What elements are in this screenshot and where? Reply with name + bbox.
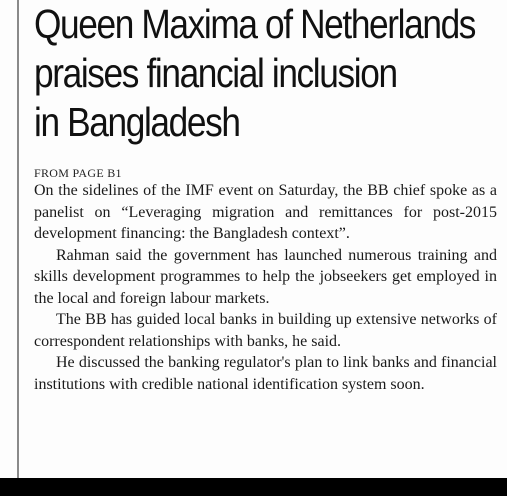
column-divider: [17, 0, 19, 478]
article: [34, 0, 497, 393]
headline-line-3: in Bangladesh: [34, 99, 240, 145]
paragraph-3: The BB has guided local banks in building up extensive networks of correspondent relationships with banks, he said.: [34, 311, 497, 350]
headline-line-2: praises financial inclusion: [34, 50, 397, 96]
continued-from-label: FROM PAGE B1: [34, 166, 122, 180]
article-body: [34, 180, 497, 395]
paragraph-4: He discussed the banking regulator's plan to link banks and financial institutions with credible national identification system soon.: [34, 354, 497, 393]
paragraph-2: Rahman said the government has launched numerous training and skills development programmes to help the jobseekers get employed in the local and foreign labour markets.: [34, 246, 497, 307]
headline-line-1: Queen Maxima of Netherlands: [34, 1, 476, 47]
paragraph-1: On the sidelines of the IMF event on Saturday, the BB chief spoke as a panelist on “Leveraging migration and remittances for post-2015 development financing: the Bangladesh context”.: [34, 182, 497, 242]
headline: [34, 0, 476, 147]
